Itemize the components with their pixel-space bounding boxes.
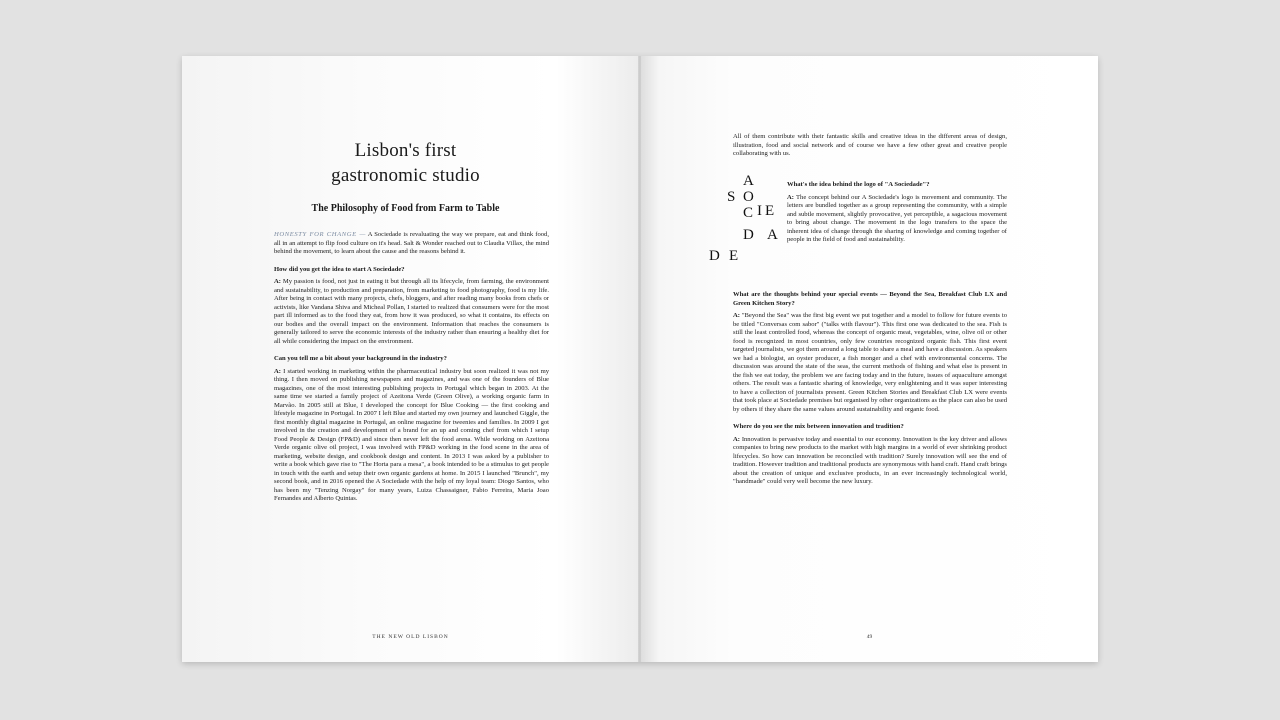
answer-1-tag: A:	[274, 278, 281, 285]
title-line-1: Lisbon's first	[354, 140, 457, 161]
right-intro-text: All of them contribute with their fantastic skills and creative ideas in the different areas of design, illustration, food and social network and of course we have a few other great and creative people collaborating with us.	[733, 133, 1007, 157]
answer-1	[274, 278, 549, 346]
answer-3	[787, 194, 1007, 245]
answer-3-text: The concept behind our A Sociedade's logo is movement and community. The letters are bundled together as a group representing the community, with a simple and subtle movement, slightly provocative, yet perceptible, a sagacious movement to bring about change. The movement in the logo transfers to the space the inherent idea of change through the sharing of knowledge and coming together of people in the field of food and sustainability.	[787, 193, 1007, 243]
answer-2-text: I started working in marketing within the pharmaceutical industry but soon realized it was not my thing. I then moved on publishing newspapers and magazines, and was one of the founders of Blue magazines, one of the most interesting publishing projects in Portugal which began in 2003. At the same time we started a family project of Azeitona Verde (Green Olive), a working organic farm in Marvão. In 2005 still at Blue, I developed the concept for Blue Cooking — the first cooking and lifestyle magazine in Portugal. In 2007 I left Blue and started my own journey and launched Giggle, the first monthly digital magazine in Portugal, an online magazine for tweenies and families. In 2009 I got involved in the creation and development of a brand for an up and coming chef from which I setup Food People & Design (FP&D) and since then never left the food arena. While working on Azeitona Verde organic olive oil project, I was involved with FP&D working in the food scene in the area of marketing, website design, and cookbook design and content. In 2013 I was asked by a publisher to write a book which gave rise to "The Horta para a mesa", a book intended to be a stimulus to get people in touch with the earth and setup their own organic gardens at home. In 2015 I launched "Brunch", my second book, and in 2016 opened the A Sociedade with the help of my loyal team: Diogo Santos, who has been my "Tenzing Norgay" for many years, Luiza Chassaigner, Fabio Ferreira, Maria Joao Fernandes and Alberto Quintas.	[274, 367, 549, 502]
right-page	[641, 56, 1098, 662]
logo-letter: E	[765, 203, 775, 219]
right-page-body	[733, 291, 1007, 487]
answer-5	[733, 436, 1007, 487]
question-1: How did you get the idea to start A Sociedade?	[274, 265, 405, 273]
answer-5-tag: A:	[733, 435, 740, 443]
article-title	[182, 138, 629, 188]
intro-tag: HONESTY FOR CHANGE —	[274, 231, 366, 238]
answer-3-tag: A:	[787, 193, 794, 201]
logo-letter: A	[743, 173, 754, 189]
answer-4-text: "Beyond the Sea" was the first big event we put together and a model to follow for future events to be titled "Conversas com sabor" ("talks with flavour"). This first one was dedicated to the sea. Fish is still the least controlled food, whereas the concept of organic meat, vegetables, wine, olive oil or other food is recognized in most countries, only few countries recognized organic fish. This first event targeted journalists, we got them around a long table to share a meal and have a discussion. As speakers we had a biologist, an oyster producer, a fish monger and a chef with environmental concerns. The discussion was around the state of the seas, the current methods of fishing and what else is present in the fish we eat today, the problem we are facing today and in the future, issues of aquaculture amongst others. The result was a fantastic sharing of knowledge, very enlightening and it was super interesting to have a collection of journalists present. Green Kitchen Stories and Breakfast Club LX were events that took place at Sociedade premises but organised by other organizations as the place can also be used by others if they share the same values around sustainability and organic food.	[733, 312, 1007, 413]
intro-text: A Sociedade is revaluating the way we prepare, eat and think food, all in an attempt to flip food culture on it's head. Salt & Wonder reached out to Claudia Villax, the mind behind the movement, to learn about the cause and the reasons behind it.	[274, 231, 549, 255]
logo-letter: D	[743, 227, 754, 243]
logo-letter: O	[743, 189, 754, 205]
intro-paragraph	[274, 231, 549, 257]
left-page	[182, 56, 639, 662]
question-2: Can you tell me a bit about your background in the industry?	[274, 355, 447, 362]
right-page-intro	[733, 133, 1007, 159]
answer-4	[733, 312, 1007, 414]
running-footer: THE NEW OLD LISBON	[372, 634, 449, 640]
logo-question-block	[787, 181, 1007, 245]
logo-letter: I	[757, 203, 762, 219]
logo-letter: A	[767, 227, 778, 243]
answer-5-text: Innovation is pervasive today and essential to our economy. Innovation is the key driver and allows companies to bring new products to the market with high margins in a world of ever shrinking product lifecycles. So how can innovation be reconciled with tradition? Surely innovation will see the end of tradition. However tradition and traditional products are synonymous with hand craft. Hand craft brings about the creation of unique and exclusive products, in an ever increasingly technological world, "handmade" could very well become the new luxury.	[733, 435, 1007, 485]
logo-letter: C	[743, 205, 754, 221]
magazine-spread	[182, 56, 1098, 662]
logo-letter: S	[727, 189, 736, 205]
answer-2	[274, 368, 549, 504]
page-number: 49	[866, 634, 873, 640]
question-4: What are the thoughts behind your special events — Beyond the Sea, Breakfast Club LX and Green Kitchen Story?	[733, 291, 1007, 307]
title-line-2: gastronomic studio	[331, 165, 480, 186]
answer-4-tag: A:	[733, 312, 740, 319]
question-3: What's the idea behind the logo of "A Sociedade"?	[787, 181, 930, 188]
answer-2-tag: A:	[274, 367, 281, 375]
a-sociedade-logo	[707, 172, 785, 268]
answer-1-text: My passion is food, not just in eating it but through all its lifecycle, from farming, the environment and sustainability, to production and preparation, from marketing to food photography, food is my life. After being in contact with many projects, chefs, bloggers, and after reading many books from chefs or activists, like Vandana Shiva and Micheal Pollan, I started to realized that consumers were for the most part ill informed as to the food they eat, from how it was produced, so what it contains, its effects on our bodies and the overall impact on the environment. Information that reaches the consumers is generally tailored to serve the economic interests of the industry rather than ensuring a healthy diet for all while considering the impact on the environment.	[274, 278, 549, 345]
question-5: Where do you see the mix between innovation and tradition?	[733, 423, 904, 430]
logo-letter: E	[729, 248, 739, 264]
left-page-body	[274, 231, 549, 504]
article-subtitle: The Philosophy of Food from Farm to Table	[311, 203, 500, 214]
logo-letter: D	[709, 248, 720, 264]
